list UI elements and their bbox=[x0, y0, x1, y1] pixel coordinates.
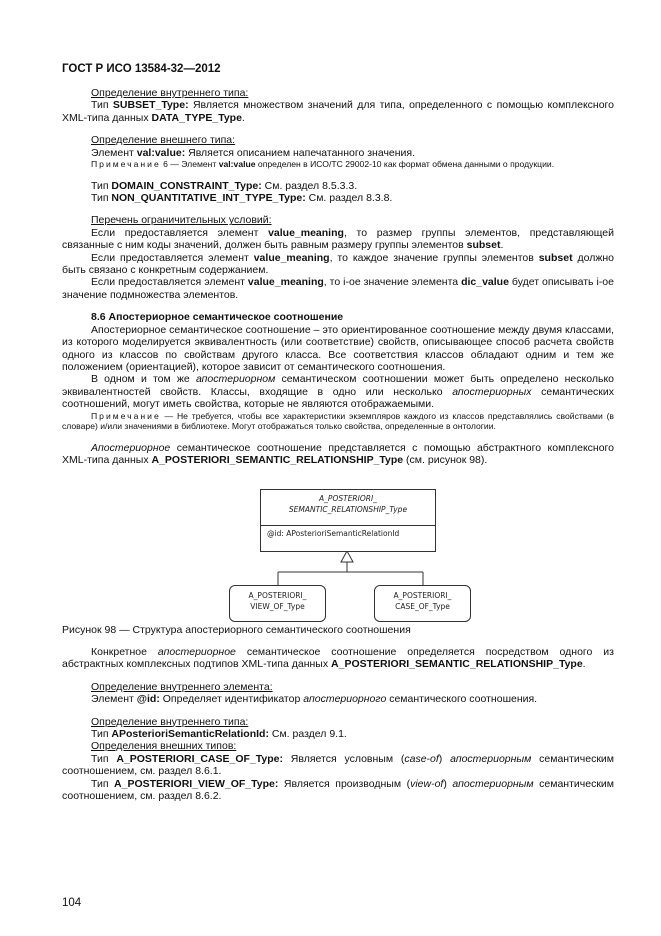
note: Примечание 6 — Элемент val:value определен в ИСО/ТС 29002-10 как формат обмена данными о продукции. bbox=[91, 159, 555, 170]
figure-caption: Рисунок 98 — Структура апостериорного семантического соотношения bbox=[62, 623, 411, 636]
paragraph: Апостериорное семантическое соотношение – это ориентированное соотношение между двумя классами, из которого моделируется эквивалентность (или соответствие) свойств, описывающее способ расчета свойств одного из классов по свойствам другого класса. Все соответствия классов обладают одним и тем же положением (ориентацией), которое зависит от семантического соотношения. bbox=[62, 323, 614, 373]
paragraph: Тип A_POSTERIORI_VIEW_OF_Type: Является производным (view-of) апостериорным семантическим соотношением, см. раздел 8.6.2. bbox=[62, 777, 615, 802]
section-heading: Перечень ограничительных условий: bbox=[91, 214, 272, 227]
note: Примечание — Не требуется, чтобы все характеристики экземпляров каждого из классов представлялись свойствами (в словаре) и/или значениями в библиотеке. Могут отображаться только свойства, определенные в онтологии. bbox=[62, 410, 614, 432]
class-attribute: @id: APosterioriSemanticRelationId bbox=[267, 528, 400, 538]
class-box-case-of: A_POSTERIORI_ CASE_OF_Type bbox=[374, 585, 471, 622]
type-line: Тип APosterioriSemanticRelationId: См. раздел 9.1. bbox=[91, 727, 347, 740]
paragraph: Если предоставляется элемент value_meaning, то каждое значение группы элементов subset должно быть связано с конкретным содержанием. bbox=[62, 251, 614, 277]
section-heading: Определение внутреннего элемента: bbox=[91, 680, 273, 693]
page-number: 104 bbox=[62, 897, 82, 909]
section-heading: Определение внутреннего типа: bbox=[91, 87, 249, 99]
section-heading: Определения внешних типов: bbox=[91, 740, 237, 753]
paragraph: В одном и том же апостериорном семантическом соотношении может быть определено несколько эквивалентностей свойств. Классы, входящие в одно или несколько апостериорных семантических соотношений, могут иметь свойства, которые не являются отображаемыми. bbox=[62, 373, 614, 411]
paragraph: Элемент val:value: Является описанием напечатанного значения. bbox=[91, 146, 416, 159]
class-box-a-posteriori-semantic-relationship: A_POSTERIORI_ SEMANTIC_RELATIONSHIP_Type @id: APosterioriSemanticRelationId bbox=[260, 489, 436, 552]
document-header: ГОСТ Р ИСО 13584-32—2012 bbox=[62, 63, 221, 75]
type-line: Тип DOMAIN_CONSTRAINT_Type: См. раздел 8.5.3.3. bbox=[91, 179, 358, 192]
paragraph: Если предоставляется элемент value_meaning, то i-ое значение элемента dic_value будет описывать i-ое значение подмножества элементов. bbox=[62, 276, 614, 301]
paragraph: Апостериорное семантическое соотношение представляется с помощью абстрактного комплексного XML-типа данных A_POSTERIORI_SEMANTIC_RELATIONSHIP_Type (см. рисунок 98). bbox=[62, 441, 614, 467]
paragraph: Тип SUBSET_Type: Является множеством значений для типа, определенного с помощью комплексного XML-типа данных DATA_TYPE_Type. bbox=[62, 99, 614, 124]
paragraph: Элемент @id: Определяет идентификатор апостериорного семантического соотношения. bbox=[91, 693, 538, 706]
generalization-arrow bbox=[341, 551, 353, 562]
paragraph: Конкретное апостериорное семантическое соотношение определяется посредством одного из абстрактных комплексных подтипов XML-типа данных A_POSTERIORI_SEMANTIC_RELATIONSHIP_Type. bbox=[62, 645, 614, 671]
paragraph: Тип A_POSTERIORI_CASE_OF_Type: Является условным (case-of) апостериорным семантическим соотношением, см. раздел 8.6.1. bbox=[62, 752, 614, 778]
class-box-view-of: A_POSTERIORI_ VIEW_OF_Type bbox=[229, 585, 326, 622]
type-line: Тип NON_QUANTITATIVE_INT_TYPE_Type: См. раздел 8.3.8. bbox=[91, 192, 393, 205]
paragraph: Если предоставляется элемент value_meaning, то размер группы элементов, представляющей связанные с ним коды значений, должен быть равным размеру группы элементов subset. bbox=[62, 226, 615, 252]
figure-98 bbox=[62, 489, 614, 639]
section-heading: Определение внутреннего типа: bbox=[91, 715, 249, 728]
page-content bbox=[62, 87, 614, 802]
section-heading: Определение внешнего типа: bbox=[91, 134, 236, 147]
section-title: 8.6 Апостериорное семантическое соотношение bbox=[91, 311, 344, 324]
